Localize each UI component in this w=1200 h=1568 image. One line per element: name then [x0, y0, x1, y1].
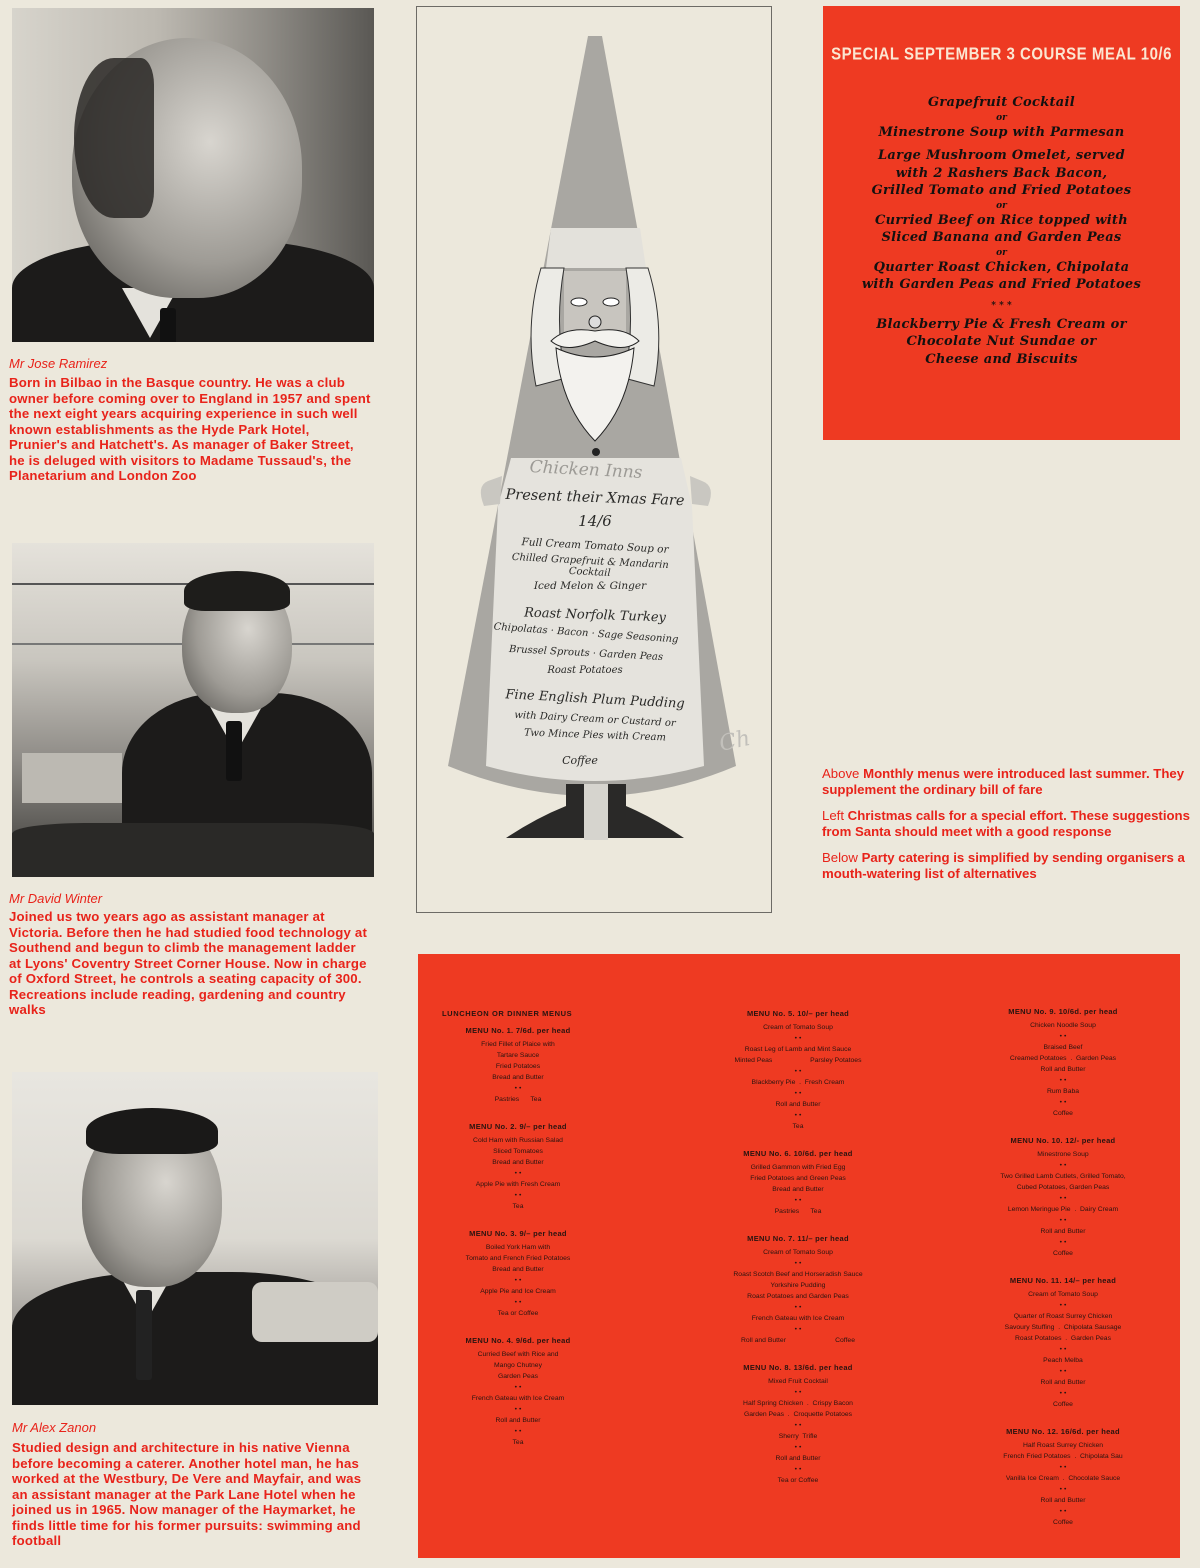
menu-separator: • •	[794, 1090, 802, 1097]
menu-block	[418, 1026, 618, 1105]
menu-item: Large Mushroom Omelet, served	[877, 148, 1126, 163]
menu-title: MENU No. 5. 10/– per head	[746, 1009, 850, 1018]
menu-title: MENU No. 11. 14/– per head	[1009, 1276, 1117, 1285]
menu-line: Tea	[512, 1439, 524, 1446]
menu-separator: • •	[1059, 1486, 1067, 1493]
menu-line: Grilled Gammon with Fried Egg	[750, 1164, 846, 1171]
menu-line: French Fried Potatoes . Chipolata Sau	[1003, 1453, 1123, 1460]
menu-line: Roll and Butter	[1040, 1497, 1086, 1504]
xmas-main-item: Chipolatas · Bacon · Sage Seasoning	[493, 621, 679, 646]
menu-separator: • •	[1059, 1033, 1067, 1040]
menu-line: French Gateau with Ice Cream	[751, 1315, 845, 1322]
menu-separator: • •	[1059, 1099, 1067, 1106]
xmas-main-item: Roast Potatoes	[547, 665, 623, 676]
menu-line: Quarter of Roast Surrey Chicken	[1013, 1313, 1113, 1320]
menu-line: Roll and Butter	[1040, 1379, 1086, 1386]
menu-item: Grapefruit Cocktail	[927, 95, 1076, 110]
menu-line: Bread and Butter	[492, 1159, 544, 1166]
party-menus-heading: LUNCHEON OR DINNER MENUS	[442, 1009, 573, 1018]
menu-line: Chicken Noodle Soup	[1030, 1022, 1096, 1029]
menu-line: Sliced Tomatoes	[493, 1148, 543, 1155]
menu-line: Half Roast Surrey Chicken	[1022, 1442, 1104, 1449]
menu-line: Tomato and French Fried Potatoes	[465, 1255, 571, 1262]
xmas-headline: Present their Xmas Fare	[505, 486, 685, 510]
xmas-brand: Chicken Inns	[529, 457, 643, 483]
menu-line: Coffee	[1053, 1519, 1073, 1526]
menu-block	[418, 1336, 618, 1448]
menu-separator: • •	[514, 1428, 522, 1435]
menu-separator: • •	[1059, 1217, 1067, 1224]
menu-line: Coffee	[1053, 1401, 1073, 1408]
menu-separator: • •	[1059, 1368, 1067, 1375]
menu-block	[688, 1009, 908, 1132]
svg-text:Ch: Ch	[717, 725, 753, 757]
menu-line: Garden Peas . Croquette Potatoes	[743, 1411, 853, 1418]
menu-line: Tea or Coffee	[497, 1310, 539, 1317]
menu-line: Creamed Potatoes . Garden Peas	[1009, 1055, 1117, 1062]
menu-separator: • •	[514, 1170, 522, 1177]
special-menu-title: SPECIAL SEPTEMBER 3 COURSE MEAL 10/6	[831, 44, 1172, 65]
menu-block	[958, 1136, 1168, 1259]
menu-block	[958, 1007, 1168, 1119]
menu-column-1	[418, 1009, 618, 1465]
menu-line: Pastries Tea	[774, 1208, 822, 1215]
menu-line: Roast Leg of Lamb and Mint Sauce	[744, 1046, 852, 1053]
menu-title: MENU No. 6. 10/6d. per head	[743, 1149, 853, 1158]
picture-notes	[822, 766, 1192, 892]
menu-line: Roll and Butter	[1040, 1066, 1086, 1073]
note-above: Above Monthly menus were introduced last summer. They supplement the ordinary bill of fare	[822, 766, 1185, 797]
menu-separator: • •	[794, 1326, 802, 1333]
menu-line: Sherry Trifle	[778, 1433, 818, 1440]
menu-column-2	[688, 1009, 908, 1503]
menu-line: Bread and Butter	[492, 1266, 544, 1273]
xmas-dessert-title: Fine English Plum Pudding	[505, 687, 685, 712]
profile-bio: Studied design and architecture in his native Vienna before becoming a caterer. Another hotel man, he has worked at the Westbury, De Vere and Mayfair, and was an assistant manager at the Park Lane Hotel when he joined us in 1965. Now manager of the Haymarket, he finds little time for his former pursuits: swimming and football	[12, 1440, 362, 1548]
menu-line: Apple Pie with Fresh Cream	[475, 1181, 561, 1188]
menu-line: Rum Baba	[1046, 1088, 1080, 1095]
menu-item: Blackberry Pie & Fresh Cream or	[876, 316, 1127, 332]
profile-bio: Joined us two years ago as assistant manager at Victoria. Before then he had studied food technology at Southend and begun to climb the management ladder at Lyons' Coventry Street Corner House. Now in charge of Oxford Street, he controls a seating capacity of 300. Recreations include reading, gardening and country walks	[9, 909, 368, 1017]
menu-separator: • •	[794, 1422, 802, 1429]
menu-separator: • •	[514, 1085, 522, 1092]
xmas-starter: Full Cream Tomato Soup or	[521, 536, 669, 556]
menu-separator: • •	[1059, 1077, 1067, 1084]
menu-line: Bread and Butter	[492, 1074, 544, 1081]
menu-line: Coffee	[1053, 1250, 1073, 1257]
menu-separator: • •	[794, 1444, 802, 1451]
menu-line: Tea	[512, 1203, 524, 1210]
menu-block	[418, 1122, 618, 1212]
menu-separator: • •	[1059, 1390, 1067, 1397]
xmas-price: 14/6	[578, 512, 612, 530]
menu-separator: • •	[1059, 1302, 1067, 1309]
menu-separator: * * *	[991, 300, 1012, 311]
menu-line: Garden Peas	[497, 1373, 539, 1380]
menu-line: Roast Potatoes and Garden Peas	[747, 1293, 849, 1300]
xmas-dessert-item: Two Mince Pies with Cream	[523, 727, 667, 744]
menu-or: or	[996, 247, 1007, 258]
menu-line: Fried Potatoes and Green Peas	[750, 1175, 846, 1182]
menu-column-3	[958, 1007, 1168, 1545]
menu-line: Roast Potatoes . Garden Peas	[1015, 1335, 1111, 1342]
menu-line: Tartare Sauce	[496, 1052, 540, 1059]
menu-separator: • •	[514, 1277, 522, 1284]
menu-item: Chocolate Nut Sundae or	[906, 334, 1097, 349]
menu-line: Fried Potatoes	[495, 1063, 541, 1070]
menu-line: Minted Peas Parsley Potatoes	[734, 1057, 862, 1064]
menu-line: Boiled York Ham with	[485, 1244, 551, 1251]
profile-name: Mr David Winter	[9, 891, 103, 906]
menu-line: Apple Pie and Ice Cream	[480, 1288, 556, 1295]
menu-title: MENU No. 12. 16/6d. per head	[1006, 1427, 1120, 1436]
profile-name: Mr Jose Ramirez	[9, 356, 108, 371]
menu-line: Tea	[792, 1123, 804, 1130]
menu-line: Lemon Meringue Pie . Dairy Cream	[1007, 1206, 1119, 1213]
menu-line: Minestrone Soup	[1037, 1151, 1089, 1158]
menu-line: Curried Beef with Rice and	[477, 1351, 559, 1358]
menu-separator: • •	[794, 1260, 802, 1267]
menu-line: Vanilla Ice Cream . Chocolate Sauce	[1005, 1475, 1121, 1482]
menu-line: Coffee	[1053, 1110, 1073, 1117]
menu-separator: • •	[794, 1197, 802, 1204]
menu-block	[688, 1149, 908, 1217]
menu-title: MENU No. 1. 7/6d. per head	[465, 1026, 571, 1035]
menu-line: Roll and Butter	[775, 1455, 821, 1462]
menu-title: MENU No. 3. 9/– per head	[469, 1229, 567, 1238]
menu-separator: • •	[1059, 1508, 1067, 1515]
menu-title: MENU No. 4. 9/6d. per head	[465, 1336, 571, 1345]
menu-separator: • •	[1059, 1239, 1067, 1246]
menu-or: or	[996, 112, 1007, 123]
menu-separator: • •	[794, 1466, 802, 1473]
menu-line: Cubed Potatoes, Garden Peas	[1016, 1184, 1110, 1191]
menu-line: Two Grilled Lamb Cutlets, Grilled Tomato,	[1000, 1173, 1126, 1180]
xmas-starter: Iced Melon & Ginger	[533, 580, 647, 592]
menu-item: Quarter Roast Chicken, Chipolata	[873, 259, 1130, 275]
menu-line: Bread and Butter	[772, 1186, 824, 1193]
menu-line: Tea or Coffee	[777, 1477, 819, 1484]
menu-separator: • •	[794, 1112, 802, 1119]
menu-title: MENU No. 9. 10/6d. per head	[1008, 1007, 1118, 1016]
xmas-main-title: Roast Norfolk Turkey	[523, 605, 667, 626]
menu-title: MENU No. 8. 13/6d. per head	[743, 1363, 853, 1372]
note-left: Left Christmas calls for a special effort. These suggestions from Santa should meet with a good response	[822, 808, 1190, 839]
menu-line: Roast Scotch Beef and Horseradish Sauce	[733, 1271, 863, 1278]
xmas-main-item: Brussel Sprouts · Garden Peas	[508, 643, 664, 664]
menu-item: Grilled Tomato and Fried Potatoes	[871, 183, 1132, 198]
menu-line: Peach Melba	[1043, 1357, 1083, 1364]
menu-title: MENU No. 10. 12/- per head	[1010, 1136, 1116, 1145]
menu-title: MENU No. 2. 9/– per head	[469, 1122, 567, 1131]
menu-line: Blackberry Pie . Fresh Cream	[751, 1079, 845, 1086]
note-below: Below Party catering is simplified by sending organisers a mouth-watering list of alternatives	[822, 850, 1185, 881]
profile-name: Mr Alex Zanon	[12, 1420, 97, 1435]
menu-separator: • •	[514, 1192, 522, 1199]
xmas-starter: Chilled Grapefruit & Mandarin Cocktail	[511, 551, 669, 580]
profile-bio: Born in Bilbao in the Basque country. He was a club owner before coming over to England in 1957 and spent the next eight years acquiring experience in such well known establishments as the Hyde Park Hotel, Prunier's and Hatchett's. As manager of Baker Street, he is deluged with visitors to Madame Tussaud's, the Planetarium and London Zoo	[9, 375, 371, 483]
menu-separator: • •	[514, 1299, 522, 1306]
menu-line: Cold Ham with Russian Salad	[473, 1137, 563, 1144]
menu-line: Cream of Tomato Soup	[1028, 1291, 1098, 1298]
menu-line: French Gateau with Ice Cream	[471, 1395, 565, 1402]
menu-item: Cheese and Biscuits	[925, 351, 1078, 367]
menu-line: Cream of Tomato Soup	[763, 1024, 833, 1031]
menu-item: with 2 Rashers Back Bacon,	[895, 165, 1108, 181]
menu-separator: • •	[794, 1035, 802, 1042]
menu-line: Pastries Tea	[494, 1096, 542, 1103]
menu-line: Braised Beef	[1043, 1044, 1083, 1051]
menu-block	[688, 1234, 908, 1346]
menu-item: Sliced Banana and Garden Peas	[881, 230, 1122, 245]
photo-david-winter	[12, 543, 374, 877]
menu-separator: • •	[794, 1068, 802, 1075]
menu-line: Half Spring Chicken . Crispy Bacon	[743, 1400, 853, 1407]
menu-line: Fried Fillet of Plaice with	[481, 1041, 555, 1048]
menu-title: MENU No. 7. 11/– per head	[747, 1234, 849, 1243]
menu-line: Mixed Fruit Cocktail	[768, 1378, 828, 1385]
photo-alex-zanon	[12, 1072, 378, 1405]
menu-line: Cream of Tomato Soup	[763, 1249, 833, 1256]
special-september-menu	[823, 6, 1180, 440]
special-menu-body	[823, 94, 1180, 368]
menu-item: with Garden Peas and Fried Potatoes	[861, 277, 1142, 292]
menu-or: or	[996, 200, 1007, 211]
menu-block	[688, 1363, 908, 1486]
menu-line: Roll and Butter	[775, 1101, 821, 1108]
party-menus-sheet	[418, 954, 1180, 1558]
menu-block	[958, 1276, 1168, 1410]
menu-line: Roll and Butter Coffee	[741, 1337, 855, 1344]
xmas-coffee: Coffee	[562, 754, 598, 767]
menu-separator: • •	[1059, 1162, 1067, 1169]
menu-separator: • •	[1059, 1195, 1067, 1202]
menu-separator: • •	[1059, 1464, 1067, 1471]
menu-line: Roll and Butter	[1040, 1228, 1086, 1235]
menu-line: Savoury Stuffing . Chipolata Sausage	[1004, 1324, 1122, 1331]
menu-item: Curried Beef on Rice topped with	[874, 212, 1128, 228]
menu-separator: • •	[514, 1406, 522, 1413]
xmas-dessert-item: with Dairy Cream or Custard or	[514, 709, 676, 730]
menu-line: Mango Chutney	[494, 1362, 542, 1369]
menu-separator: • •	[794, 1389, 802, 1396]
menu-item: Minestrone Soup with Parmesan	[878, 124, 1125, 140]
menu-block	[418, 1229, 618, 1319]
photo-jose-ramirez	[12, 8, 374, 342]
menu-separator: • •	[514, 1384, 522, 1391]
menu-block	[958, 1427, 1168, 1528]
menu-separator: • •	[794, 1304, 802, 1311]
menu-line: Yorkshire Pudding	[770, 1282, 826, 1289]
menu-line: Roll and Butter	[495, 1417, 541, 1424]
menu-separator: • •	[1059, 1346, 1067, 1353]
